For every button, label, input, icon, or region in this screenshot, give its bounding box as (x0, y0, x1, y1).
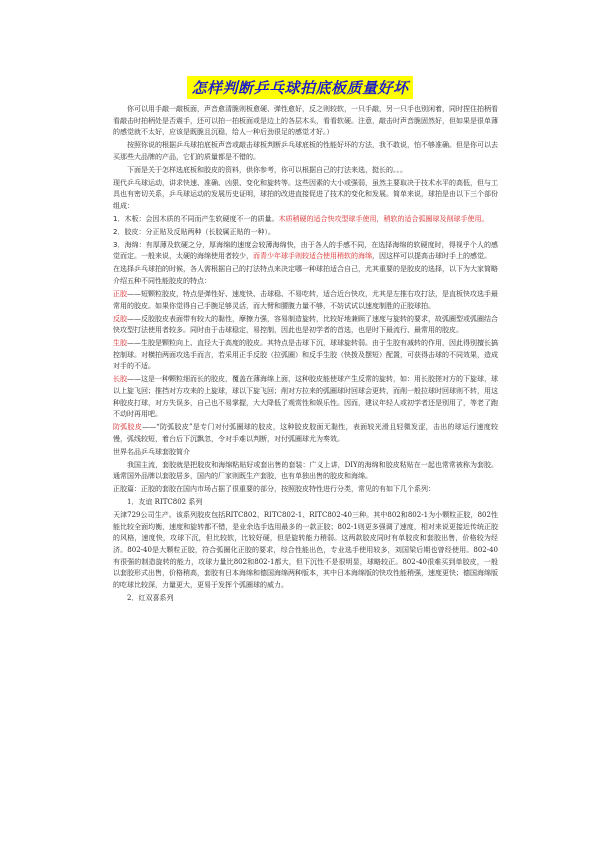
trend-paragraph: 现代乒乓球运动，讲求快速、准确、凶狠、变化和旋转等。这些因素的大小或强弱，虽然主要取决于技术水平的高低，但与工具也有密切关系，乒乓球运动的发展历史证明，球拍的改进直接促进了技术的变化和发展。简单来说，球拍是由以下三个部份组成： (113, 178, 498, 210)
component-item-rubber (113, 227, 498, 239)
item-text: 胶皮：分正贴及反贴两种（长胶属正贴的一种）。 (124, 227, 275, 236)
item-highlight: 而青少年球手则较适合使用稍软的海绵 (253, 252, 372, 261)
rubber-type-label: 生胶 (113, 339, 127, 348)
item-number: 1． (113, 214, 125, 223)
rubber-type-pimples-out (113, 289, 498, 312)
rubber-type-label: 反胶 (113, 314, 127, 323)
series-1-heading: 1．友谊 RITC802 系列 (127, 498, 203, 507)
rubber-type-label: 长胶 (113, 375, 127, 384)
rubber-type-anti-loop (113, 422, 498, 445)
document-title: 怎样判断乒乓球拍底板质量好坏 (187, 76, 412, 99)
item-number: 2． (113, 227, 125, 236)
rubber-type-inverted (113, 314, 498, 337)
section-intro: 下面是关于怎样选底板和胶皮的资料，供你参考，你可以根据自己的打法来选，挺长的。。。 (127, 165, 407, 174)
item-number: 3． (113, 240, 125, 249)
component-item-sponge (113, 240, 498, 263)
component-item-wood (113, 214, 498, 226)
title-block (0, 76, 600, 99)
document-body (113, 104, 498, 606)
positive-rubber-paragraph: 正胶篇：正胶的套胶在国内市场占据了很重要的部分，按照胶皮特性进行分类，常见的有如下几个系列： (113, 485, 435, 494)
rubber-type-label: 防弧胶皮 (113, 423, 143, 432)
item-tail: ，因这样可以提高击球时手上的感觉。 (372, 252, 491, 261)
rubber-type-text: ——“防弧胶皮”是专门对付弧圈球的胶皮，这种胶皮胶面无黏性，表面较光滑且轻微发涩，击出的球运行速度较慢，弧线较短，着台后下沉飘忽，令对手难以判断，对付弧圈球尤为奏效。 (113, 423, 499, 443)
rubber-type-text: ——反胶胶皮表面带有较大的黏性，摩擦力强，容易制造旋转，比较好地兼顾了速度与旋转的要求，故弧圈型或弧圈结合快攻型打法使用者较多。同时由于击球稳定，易控制，因此也是初学者的首选，也是时下最流行、最常用的胶皮。 (113, 314, 498, 335)
rubber-type-label: 正胶 (113, 290, 127, 299)
item-text: 有厚薄及软硬之分，厚海绵的速度会较薄海绵快，由于各人的手感不同，在选择海绵的软硬度时，得视乎个人的感觉而定。一般来说，太硬的海绵使用者较少， (113, 240, 498, 261)
item-label: 海绵： (124, 240, 146, 249)
intro-paragraph-1: 你可以用手敲一敲板面，声音愈清脆则板愈硬、弹性愈好，反之则较软，一只手敲，另一只手也别闲着，同时捏住拍柄看看敲击时拍柄处是否震手，还可以拍一拍板面或是边上的各层木头，看看软硬。注意，敲击时声音脆固然好，但如果是很单薄的感觉就不太好，应该是既脆且沉稳，给人一种后劲很足的感觉才好。） (113, 105, 498, 137)
rubber-type-raw (113, 338, 498, 373)
rubber-type-text: ——这是一种颗粒细而长的胶皮，覆盖在薄海绵上面，这种胶皮能使球产生反常的旋转，如：用长胶搓对方的下旋球，球以上旋飞回；推挡对方攻来的上旋球，球以下旋飞回；削对方拉来的弧圈球时回球会更转，而削一般拉球时回球则不转，用这种胶皮打球，对方失误多，自己也不易掌握，大大降低了观赏性和娱乐性。因而，建议年轻人或初学者还是别用了，等老了跑不动时再用吧。 (113, 375, 498, 419)
intro-paragraph-2: 按照你说的根据乒乓球拍底板声音或敲击球板判断乒乓球底板的性能好坏的方法，我不敢说，怕不够准确。但是你可以去买那些大品牌的产品，它们的质量都是不错的。 (113, 141, 498, 161)
taojiao-paragraph: 我国主流，套胶就是把胶皮和海绵粘贴好或套出售的套装：广义上讲，DIY的海绵和胶皮粘贴在一起也常常被称为套胶。通常国外品牌以套胶居多，国内的厂家则既生产套胶，也有单独出售的胶皮和海绵。 (113, 460, 498, 481)
world-brands-heading: 世界名品乒乓球套胶简介 (113, 447, 190, 456)
rubber-type-text: ——短颗粒胶皮，特点是弹性好、速度快、击球稳、不易吃转，适合近台快攻，尤其是左推右攻打法，是直板快攻选手最常用的胶皮。如果你觉得自己手腕足够灵活，而大臂和腰腹力量不够，不妨试试以速度制胜的正胶球拍。 (113, 290, 498, 310)
selection-paragraph: 在选择乒乓球拍的时候，各人需根据自己的打法特点来决定哪一种球拍适合自己，尤其重要的是胶皮的选择，以下为大家简略介绍五种不同性能胶皮的特点： (113, 265, 498, 286)
item-text: 会因木质的不同而产生软硬度不一的质量。 (145, 214, 279, 223)
item-label: 木板： (124, 214, 146, 223)
item-highlight: 木质稍硬的适合快攻型球手使用，稍软的适合弧圈球及削球手使用。 (278, 214, 489, 223)
rubber-type-text: ——生胶是颗粒向上、直径大于高度的胶皮。其特点是击球下沉，球球旋转弱。由于生胶有减转的作用，因此得别擅长搞控制球。对横拍两面攻选手而言，若采用正手反胶（拉弧圈）和反手生胶（快拨及摆短）配置，可获得击球的不同效果，造成对手的不适。 (113, 339, 498, 371)
rubber-type-long-pimples (113, 374, 498, 420)
series-1-text: 天津729公司生产。该系列胶皮包括RITC802、RITC802-1、RITC802-40三种。其中802和802-1为小颗粒正胶，802性能比较全面均衡，速度和旋转都不错，是业余选手选用最多的一款正胶；802-1则更多强调了速度，相对来说更接近传统正胶的风格，速度快，攻球下沉，但比较软，比较好硬，但是旋转能力稍弱。这两款胶皮同时有单胶皮和套胶出售，价格较为经济。802-40是大颗粒正胶，符合弧圈化正胶的要求，综合性能出色，专业选手使用较多，刘国梁后期也曾经使用。802-40有很强的制造旋转的能力，攻球力量比802和802-1都大，但下沉性不是很明显，球略较正。802-40很难买到单胶皮，一般以套胶形式出售，价格稍高，套胶有日本海绵和德国海绵两种版本，其中日本海绵版的快攻性能稍强，速度更快；德国海绵版的吃球比较深，力量更大，更易于发挥个弧圈球的威力。 (113, 511, 498, 589)
series-2-heading: 2．红双喜系列 (127, 593, 174, 602)
